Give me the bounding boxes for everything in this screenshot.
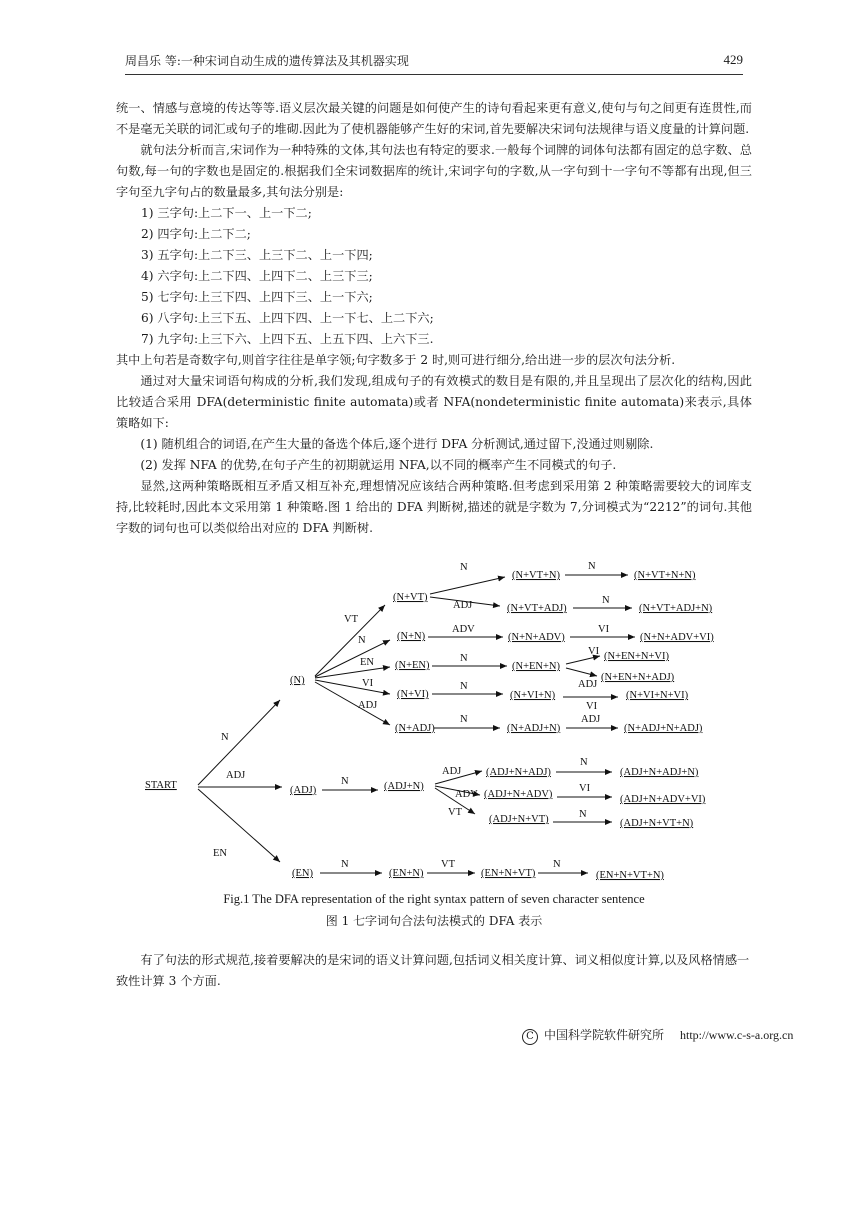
- node-adj-n-adv-vi: (ADJ+N+ADV+VI): [620, 794, 706, 805]
- edge: [315, 682, 390, 725]
- node-n-vi: (N+VI): [397, 689, 429, 700]
- node-adj-n: (ADJ+N): [384, 781, 424, 792]
- node-en-n: (EN+N): [389, 868, 424, 879]
- edge-label: N: [358, 635, 366, 646]
- body-text-continued: [116, 938, 752, 1004]
- node-n-en-n: (N+EN+N): [512, 661, 560, 672]
- node-en-n-vt: (EN+N+VT): [481, 868, 536, 879]
- edge-label: N: [602, 595, 610, 606]
- edge: [315, 680, 390, 694]
- figure-caption-en: Fig.1 The DFA representation of the right syntax pattern of seven character sentence: [223, 892, 645, 906]
- edge: [315, 667, 390, 678]
- edge: [566, 668, 597, 676]
- edge-label: N: [460, 681, 468, 692]
- edge-label: VI: [588, 646, 600, 657]
- edge-start-en: [198, 789, 280, 862]
- edge-label: N: [460, 562, 468, 573]
- node-n-adj-n-adj: (N+ADJ+N+ADJ): [624, 723, 703, 734]
- edge-label: VT: [448, 807, 462, 818]
- edge-label: N: [553, 859, 561, 870]
- strategy-item: (1) 随机组合的词语,在产生大量的备选个体后,逐个进行 DFA 分析测试,通过留下,没通过则剔除.: [140, 437, 654, 451]
- paragraph: 就句法分析而言,宋词作为一种特殊的文体,其句法也有特定的要求.一般每个词牌的词体句法都有固定的总字数、总句数,每一句的字数也是固定的.根据我们全宋词数据库的统计,宋词字句的字数,从一字句到十一字句不等都有出现,但三字句至九字句占的数量最多,其句法分别是:: [116, 143, 752, 199]
- pattern-item: 3) 五字句:上二下三、上三下二、上一下四;: [141, 248, 373, 262]
- node-adj-n-vt-n: (ADJ+N+VT+N): [620, 818, 694, 829]
- paragraph: 统一、情感与意境的传达等等.语义层次最关键的问题是如何使产生的诗句看起来更有意义,使句与句之间更有连贯性,而不是毫无关联的词汇或句子的堆砌.因此为了使机器能够产生好的宋词,首先要解决宋词句法规律与语义度量的计算问题.: [116, 101, 752, 136]
- strategy-item: (2) 发挥 NFA 的优势,在句子产生的初期就运用 NFA,以不同的概率产生不同模式的句子.: [140, 458, 617, 472]
- edge: [566, 656, 600, 664]
- edge-label: N: [221, 732, 229, 743]
- paragraph: 显然,这两种策略既相互矛盾又相互补充,理想情况应该结合两种策略.但考虑到采用第 2 种策略需要较大的词库支持,比较耗时,因此本文采用第 1 种策略.图 1 给出的 DFA 判断树,描述的就是字数为 7,分词模式为“2212”的词句.其他字数的词句也可以类似给出对应的 DFA 判断树.: [116, 479, 752, 535]
- footer: [522, 1026, 793, 1045]
- edge-label: N: [588, 561, 596, 572]
- node-n-en-n-vi: (N+EN+N+VI): [604, 651, 669, 662]
- pattern-item: 4) 六字句:上二下四、上四下二、上三下三;: [141, 269, 373, 283]
- edge-label: ADJ: [226, 770, 246, 781]
- pattern-item: 7) 九字句:上三下六、上四下五、上五下四、上六下三.: [141, 332, 434, 346]
- node-n-adj-n: (N+ADJ+N): [507, 723, 561, 734]
- edge-label: VI: [362, 678, 374, 689]
- edge-label: N: [341, 859, 349, 870]
- node-start: START: [145, 780, 177, 791]
- footer-url: http://www.c-s-a.org.cn: [680, 1028, 794, 1042]
- edge-label: VI: [598, 624, 610, 635]
- node-en-n-vt-n: (EN+N+VT+N): [596, 870, 664, 881]
- node-n-vt: (N+VT): [393, 592, 428, 603]
- node-n-n-adv-vi: (N+N+ADV+VI): [640, 632, 714, 643]
- edge-label: VI: [579, 783, 591, 794]
- edge-label: ADJ: [581, 714, 601, 725]
- edge-label: N: [460, 714, 468, 725]
- node-n-n-adv: (N+N+ADV): [508, 632, 565, 643]
- node-en: (EN): [292, 868, 313, 879]
- node-n-adj: (N+ADJ): [395, 723, 435, 734]
- node-n-vt-adj-n: (N+VT+ADJ+N): [639, 603, 713, 614]
- node-n-vi-n-vi: (N+VI+N+VI): [626, 690, 689, 701]
- edge-label: ADJ: [442, 766, 462, 777]
- edge-label: N: [460, 653, 468, 664]
- node-n-vt-adj: (N+VT+ADJ): [507, 603, 567, 614]
- figure-caption-zh: 图 1 七字词句合法句法模式的 DFA 表示: [325, 914, 543, 928]
- edge-label: EN: [213, 848, 227, 859]
- paragraph: 其中上句若是奇数字句,则首字往往是单字领;句字数多于 2 时,则可进行细分,给出进一步的层次句法分析.: [116, 353, 676, 367]
- node-n-vt-n-n: (N+VT+N+N): [634, 570, 696, 581]
- edge-label: ADV: [455, 789, 478, 800]
- node-n-vt-n: (N+VT+N): [512, 570, 560, 581]
- node-adj-n-adj: (ADJ+N+ADJ): [486, 767, 551, 778]
- edge: [315, 640, 390, 677]
- pattern-item: 6) 八字句:上三下五、上四下四、上一下七、上二下六;: [141, 311, 434, 325]
- edge: [430, 577, 505, 594]
- pattern-item: 2) 四字句:上二下二;: [141, 227, 251, 241]
- node-adj-n-vt: (ADJ+N+VT): [489, 814, 549, 825]
- node-adj-n-adv: (ADJ+N+ADV): [484, 789, 553, 800]
- edge-label: VT: [441, 859, 455, 870]
- edge-label: ADJ: [578, 679, 598, 690]
- edge-label: N: [341, 776, 349, 787]
- paragraph: 通过对大量宋词语句构成的分析,我们发现,组成句子的有效模式的数目是有限的,并且呈现出了层次化的结构,因此比较适合采用 DFA(deterministic finite automata)或者 NFA(nondeterministic finite automata)来表示,具体策略如下:: [116, 374, 752, 430]
- paragraph: 有了句法的形式规范,接着要解决的是宋词的语义计算问题,包括词义相关度计算、词义相似度计算,以及风格情感一致性计算 3 个方面.: [116, 953, 750, 989]
- node-n-vi-n: (N+VI+N): [510, 690, 556, 701]
- edge-label: ADJ: [453, 600, 473, 611]
- page-number: 429: [723, 52, 743, 67]
- node-n-n: (N+N): [397, 631, 426, 642]
- node-adj-n-adj-n: (ADJ+N+ADJ+N): [620, 767, 699, 778]
- copyright-icon: C: [522, 1029, 538, 1045]
- node-n: (N): [290, 675, 305, 686]
- edge-label: N: [580, 757, 588, 768]
- edge-label: ADJ: [358, 700, 378, 711]
- node-n-en-n-adj: (N+EN+N+ADJ): [601, 672, 675, 683]
- edge-label: EN: [360, 657, 374, 668]
- pattern-item: 5) 七字句:上三下四、上四下三、上一下六;: [141, 290, 373, 304]
- footer-org: 中国科学院软件研究所: [544, 1028, 665, 1042]
- edge-label: VI: [586, 701, 598, 712]
- node-adj: (ADJ): [290, 785, 317, 796]
- running-title: 周昌乐 等:一种宋词自动生成的遗传算法及其机器实现: [125, 54, 409, 68]
- edge-label: ADV: [452, 624, 475, 635]
- node-n-en: (N+EN): [395, 660, 430, 671]
- edge-label: N: [579, 809, 587, 820]
- edge-label: VT: [344, 614, 358, 625]
- pattern-item: 1) 三字句:上二下一、上一下二;: [141, 206, 312, 220]
